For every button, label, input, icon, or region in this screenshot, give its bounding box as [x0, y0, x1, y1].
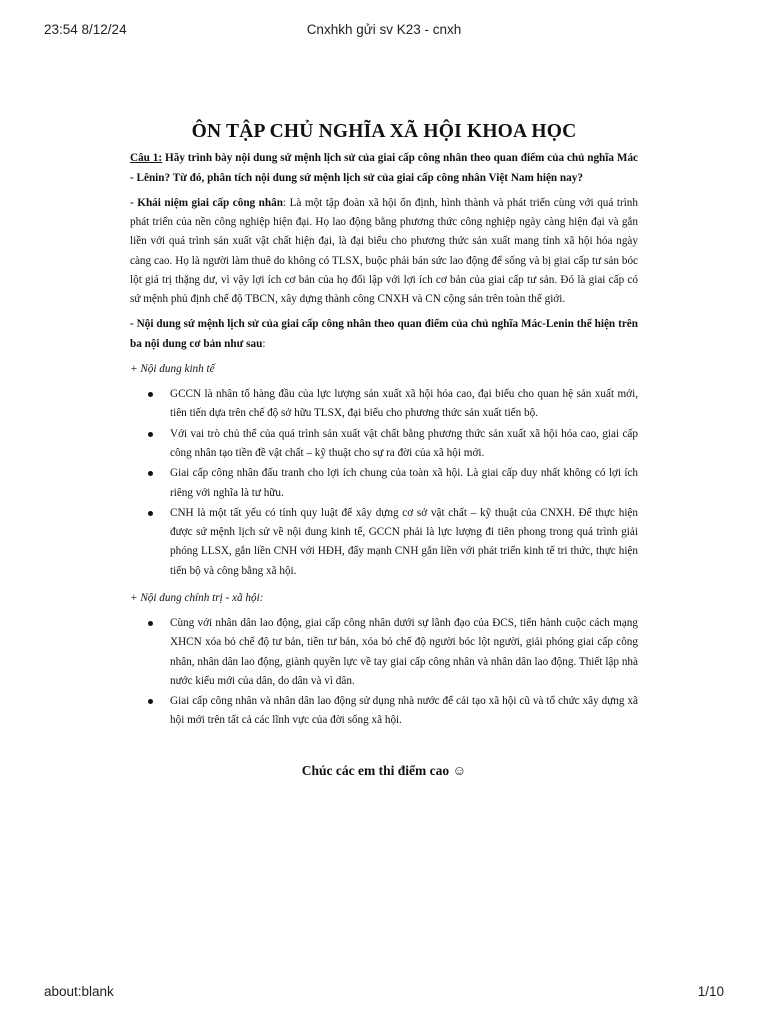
- bullet-icon: [148, 432, 153, 437]
- list-item-text: Cùng với nhân dân lao động, giai cấp công nhân dưới sự lãnh đạo của ĐCS, tiến hành cuộc cách mạng XHCN xóa bỏ chế độ tư bản, tiền tư bản, xóa bỏ chế độ người bóc lột người, giải phóng giai cấp công nhân, nhân dân lao động, giành quyền lực về tay giai cấp công nhân và nhân dân lao động. Thiết lập nhà nước kiểu mới của dân, do dân và vì dân.: [170, 617, 638, 687]
- print-header: [0, 22, 768, 42]
- bullet-icon: [148, 511, 153, 516]
- list-item: [170, 614, 638, 691]
- concept-text: : Là một tập đoàn xã hội ổn định, hình thành và phát triển cùng với quá trình phát triển của nền công nghiệp hiện đại. Họ lao động bằng phương thức công nghiệp ngày càng hiện đại và gắn liền với quá trình sản xuất vật chất hiện đại, là đại biểu cho phương thức sản xuất mang tính xã hội hóa ngày càng cao. Họ là người làm thuê do không có TLSX, buộc phải bán sức lao động để sống và bị giai cấp tư sản bóc lột giá trị thặng dư, vì vậy lợi ích cơ bản của họ đối lập với lợi ích cơ bản của giai cấp tư sản. Đó là giai cấp có sứ mệnh phủ định chế độ TBCN, xây dựng thành công CNXH và CN cộng sản trên toàn thế giới.: [130, 196, 638, 306]
- print-datetime: 23:54 8/12/24: [44, 22, 127, 37]
- print-footer: [0, 984, 768, 1004]
- list-item: [170, 692, 638, 731]
- list-item-text: Giai cấp công nhân đấu tranh cho lợi ích chung của toàn xã hội. Là giai cấp duy nhất không có lợi ích riêng với nghĩa là tư hữu.: [170, 467, 638, 499]
- concept-lead: - Khái niệm giai cấp công nhân: [130, 196, 283, 209]
- bullet-icon: [148, 699, 153, 704]
- political-social-list: [130, 614, 638, 731]
- list-item: [170, 425, 638, 464]
- list-item: [170, 504, 638, 581]
- closing-message: Chúc các em thi điểm cao ☺: [301, 762, 467, 778]
- bullet-icon: [148, 621, 153, 626]
- question-1: [130, 149, 638, 188]
- economic-list: [130, 385, 638, 581]
- section-heading-political-social: + Nội dung chính trị - xã hội:: [130, 591, 264, 604]
- question-text: Hãy trình bày nội dung sứ mệnh lịch sử của giai cấp công nhân theo quan điểm của chủ nghĩa Mác - Lênin? Từ đó, phân tích nội dung sứ mệnh lịch sử của giai cấp công nhân Việt Nam hiện nay?: [130, 152, 639, 184]
- list-item-text: Với vai trò chủ thể của quá trình sản xuất vật chất bằng phương thức sản xuất xã hội hóa cao, giai cấp công nhân tạo tiền đề vật chất – kỹ thuật cho sự ra đời của xã hội mới.: [170, 427, 638, 460]
- list-item: [170, 464, 638, 503]
- document-title: ÔN TẬP CHỦ NGHĨA XÃ HỘI KHOA HỌC: [191, 121, 577, 142]
- bullet-icon: [148, 471, 153, 476]
- list-item-text: GCCN là nhân tố hàng đầu của lực lượng sản xuất xã hội hóa cao, đại biểu cho quan hệ sản xuất mới, tiên tiến dựa trên chế độ sở hữu TLSX, đại biểu cho phương thức sản xuất tiến bộ.: [170, 388, 638, 420]
- content-intro-tail: :: [262, 337, 266, 350]
- print-url: about:blank: [44, 984, 114, 999]
- bullet-icon: [148, 392, 153, 397]
- concept-paragraph: [130, 194, 638, 310]
- list-item: [170, 385, 638, 424]
- list-item-text: Giai cấp công nhân và nhân dân lao động sử dụng nhà nước để cải tạo xã hội cũ và tổ chức xây dựng xã hội mới trên tất cả các lĩnh vực của đời sống xã hội.: [170, 695, 638, 727]
- print-document-title: Cnxhkh gửi sv K23 - cnxh: [306, 22, 462, 37]
- list-item-text: CNH là một tất yếu có tính quy luật để xây dựng cơ sở vật chất – kỹ thuật của CNXH. Để thực hiện được sứ mệnh lịch sử về nội dung kinh tế, GCCN phải là lực lượng đi tiên phong trong quá trình giải phóng LLSX, gắn liền CNH với HĐH, đẩy mạnh CNH gắn liền với phát triển kinh tế tri thức, thực hiện tiến bộ và công bằng xã hội.: [170, 506, 638, 577]
- question-label: Câu 1:: [130, 152, 163, 165]
- document-page: [130, 118, 638, 782]
- content-intro-lead: - Nội dung sứ mệnh lịch sử của giai cấp công nhân theo quan điểm của chủ nghĩa Mác-Lenin thể hiện trên ba nội dung cơ bản như sau: [130, 318, 638, 350]
- content-intro-paragraph: [130, 315, 638, 354]
- print-page-number: 1/10: [697, 984, 724, 999]
- section-heading-economic: + Nội dung kinh tế: [130, 362, 215, 375]
